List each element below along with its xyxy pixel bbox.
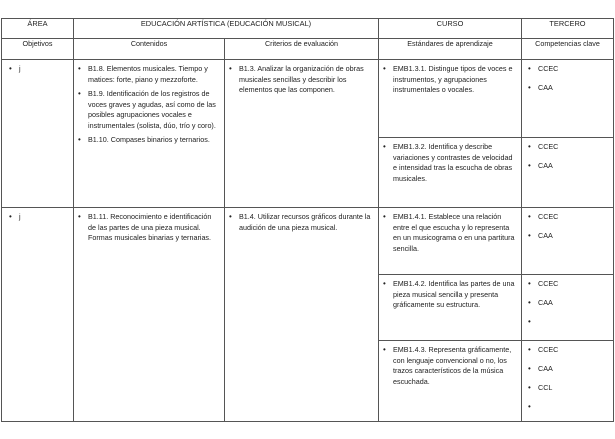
standard-item: • EMB1.3.1. Distingue tipos de voces e instrumentos, y agrupaciones instrumentales o vocales. [381,64,517,96]
area-label: ÁREA [2,19,74,39]
standard-cell [379,341,522,422]
criterion-cell [225,60,379,208]
standard-item: • EMB1.4.2. Identifica las partes de una pieza musical sencilla y presenta gráficamente su estructura. [381,279,517,311]
competencies-cell [522,208,614,275]
competencies-cell [522,341,614,422]
objective-cell [2,60,74,208]
contents-header: Contenidos [74,39,225,60]
standard-cell [379,275,522,341]
criterion-item: • B1.3. Analizar la organización de obras musicales sencillas y describir los elementos que las componen. [227,64,374,96]
standard-cell [379,60,522,138]
competency-item: • CCL [526,383,611,394]
subject-title: EDUCACIÓN ARTÍSTICA (EDUCACIÓN MUSICAL) [74,19,379,39]
objective-cell [2,208,74,422]
objective-item: • j [7,212,69,223]
table-row [2,208,614,275]
header-row [2,19,614,39]
competencies-cell [522,138,614,208]
curriculum-table [1,18,614,422]
competencies-cell [522,60,614,138]
competency-item [526,317,611,328]
course-label: CURSO [379,19,522,39]
competency-item: • CAA [526,364,611,375]
competencies-header: Competencias clave [522,39,614,60]
standard-item: • EMB1.4.3. Representa gráficamente, con lenguaje convencional o no, los trazos característicos de la música escuchada. [381,345,517,387]
standard-item: • EMB1.3.2. Identifica y describe variaciones y contrastes de velocidad e intensidad tras la escucha de obras musicales. [381,142,517,184]
content-item: • B1.8. Elementos musicales. Tiempo y matices: forte, piano y mezzoforte. [76,64,220,85]
competency-item: • CAA [526,298,611,309]
competency-item [526,402,611,413]
standard-cell [379,208,522,275]
competency-item: • CCEC [526,142,611,153]
competency-item: • CCEC [526,64,611,75]
competency-item: • CCEC [526,212,611,223]
table-row [2,60,614,138]
contents-cell [74,60,225,208]
competency-item: • CAA [526,231,611,242]
content-item: • B1.10. Compases binarios y ternarios. [76,135,220,146]
criterion-cell [225,208,379,422]
standard-cell [379,138,522,208]
column-header-row [2,39,614,60]
competencies-cell [522,275,614,341]
content-item: • B1.9. Identificación de los registros de voces graves y agudas, así como de las posibles agrupaciones vocales e instrumentales (solista, dúo, trío y coro). [76,89,220,131]
competency-item: • CCEC [526,345,611,356]
course-value: TERCERO [522,19,614,39]
competency-item: • CAA [526,161,611,172]
content-item: • B1.11. Reconocimiento e identificación de las partes de una pieza musical. Formas musicales binarias y ternarias. [76,212,220,244]
criteria-header: Criterios de evaluación [225,39,379,60]
objectives-header: Objetivos [2,39,74,60]
contents-cell [74,208,225,422]
standard-item: • EMB1.4.1. Establece una relación entre el que escucha y lo representa en un musicograma o en una partitura sencilla. [381,212,517,254]
competency-item: • CCEC [526,279,611,290]
objective-item: • j [7,64,69,75]
criterion-item: • B1.4. Utilizar recursos gráficos durante la audición de una pieza musical. [227,212,374,233]
competency-item: • CAA [526,83,611,94]
standards-header: Estándares de aprendizaje [379,39,522,60]
